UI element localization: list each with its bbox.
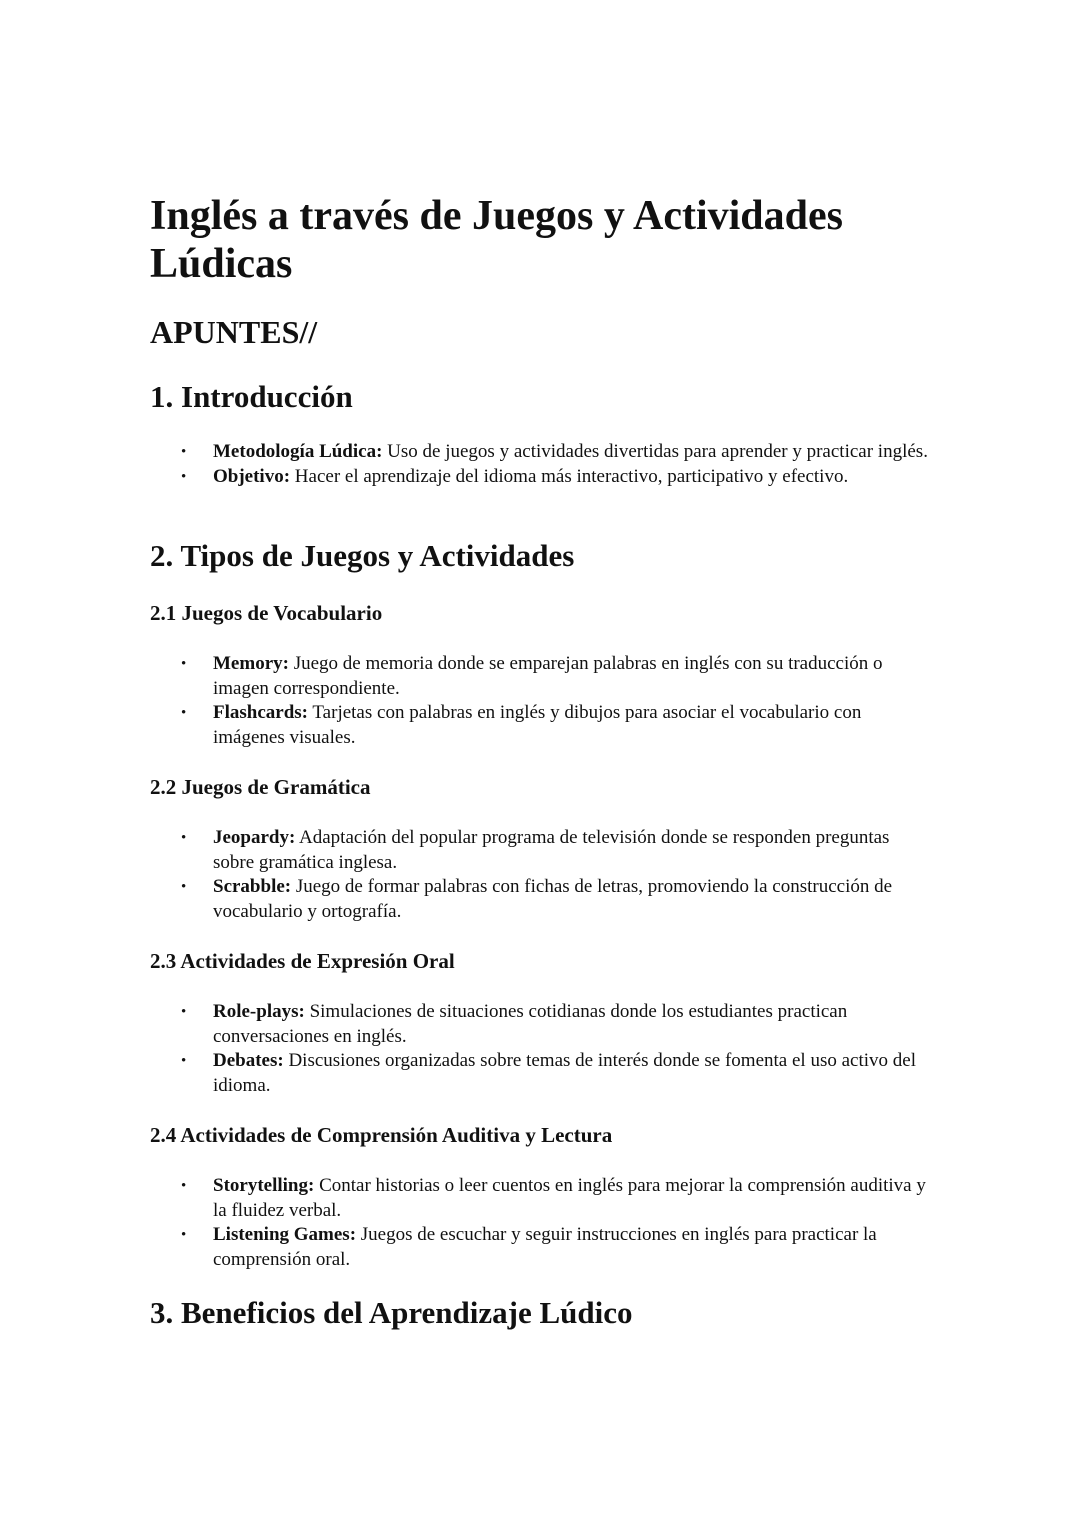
gramatica-list bbox=[150, 826, 930, 924]
bullet-icon: • bbox=[181, 705, 187, 721]
section-heading-tipos: 2. Tipos de Juegos y Actividades bbox=[150, 538, 575, 573]
item-text: Juego de memoria donde se emparejan palabras en inglés con su traducción o imagen correspondiente. bbox=[213, 653, 883, 699]
list-item bbox=[150, 1000, 930, 1049]
item-term: Debates: bbox=[213, 1050, 284, 1071]
oral-list bbox=[150, 1000, 930, 1098]
subsection-heading-vocabulario: 2.1 Juegos de Vocabulario bbox=[150, 601, 383, 625]
item-text: Juego de formar palabras con fichas de letras, promoviendo la construcción de vocabulario y ortografía. bbox=[213, 876, 893, 922]
list-item bbox=[150, 701, 930, 750]
item-text: Uso de juegos y actividades divertidas para aprender y practicar inglés. bbox=[382, 441, 928, 462]
item-text: Contar historias o leer cuentos en inglés para mejorar la comprensión auditiva y la fluidez verbal. bbox=[213, 1175, 926, 1221]
subsection-heading-gramatica: 2.2 Juegos de Gramática bbox=[150, 775, 371, 799]
bullet-icon: • bbox=[181, 444, 187, 460]
auditiva-list bbox=[150, 1174, 930, 1272]
item-text: Adaptación del popular programa de televisión donde se responden preguntas sobre gramática inglesa. bbox=[213, 827, 890, 873]
list-item bbox=[150, 1223, 930, 1272]
item-term: Memory: bbox=[213, 653, 289, 674]
section-heading-introduccion: 1. Introducción bbox=[150, 379, 353, 414]
list-item bbox=[150, 875, 930, 924]
list-item bbox=[150, 465, 930, 490]
introduccion-list bbox=[150, 440, 930, 489]
bullet-icon: • bbox=[181, 1004, 187, 1020]
item-term: Storytelling: bbox=[213, 1175, 315, 1196]
item-term: Metodología Lúdica: bbox=[213, 441, 383, 462]
bullet-icon: • bbox=[181, 1178, 187, 1194]
bullet-icon: • bbox=[181, 468, 187, 485]
item-term: Jeopardy: bbox=[213, 827, 296, 848]
subsection-heading-auditiva: 2.4 Actividades de Comprensión Auditiva y Lectura bbox=[150, 1123, 613, 1147]
item-term: Flashcards: bbox=[213, 702, 308, 723]
document-title: Inglés a través de Juegos y Actividades Lúdicas bbox=[150, 193, 843, 287]
item-text: Tarjetas con palabras en inglés y dibujos para asociar el vocabulario con imágenes visuales. bbox=[213, 702, 862, 748]
section-heading-beneficios: 3. Beneficios del Aprendizaje Lúdico bbox=[150, 1295, 633, 1330]
list-item bbox=[150, 1174, 930, 1223]
list-item bbox=[150, 440, 930, 465]
bullet-icon: • bbox=[181, 656, 187, 672]
apuntes-heading: APUNTES// bbox=[150, 314, 318, 350]
bullet-icon: • bbox=[181, 879, 187, 895]
subsection-heading-oral: 2.3 Actividades de Expresión Oral bbox=[150, 949, 455, 973]
item-term: Scrabble: bbox=[213, 876, 292, 897]
item-term: Listening Games: bbox=[213, 1224, 357, 1245]
item-text: Juegos de escuchar y seguir instrucciones en inglés para practicar la comprensión oral. bbox=[213, 1224, 877, 1270]
bullet-icon: • bbox=[181, 1053, 187, 1069]
list-item bbox=[150, 826, 930, 875]
item-text: Discusiones organizadas sobre temas de interés donde se fomenta el uso activo del idioma. bbox=[213, 1050, 916, 1096]
item-term: Role-plays: bbox=[213, 1001, 305, 1022]
bullet-icon: • bbox=[181, 1227, 187, 1243]
item-term: Objetivo: bbox=[213, 465, 291, 487]
bullet-icon: • bbox=[181, 830, 187, 846]
vocabulario-list bbox=[150, 652, 930, 750]
item-text: Simulaciones de situaciones cotidianas donde los estudiantes practican conversaciones en inglés. bbox=[213, 1001, 848, 1047]
item-text: Hacer el aprendizaje del idioma más interactivo, participativo y efectivo. bbox=[290, 465, 849, 487]
list-item bbox=[150, 1049, 930, 1098]
list-item bbox=[150, 652, 930, 701]
